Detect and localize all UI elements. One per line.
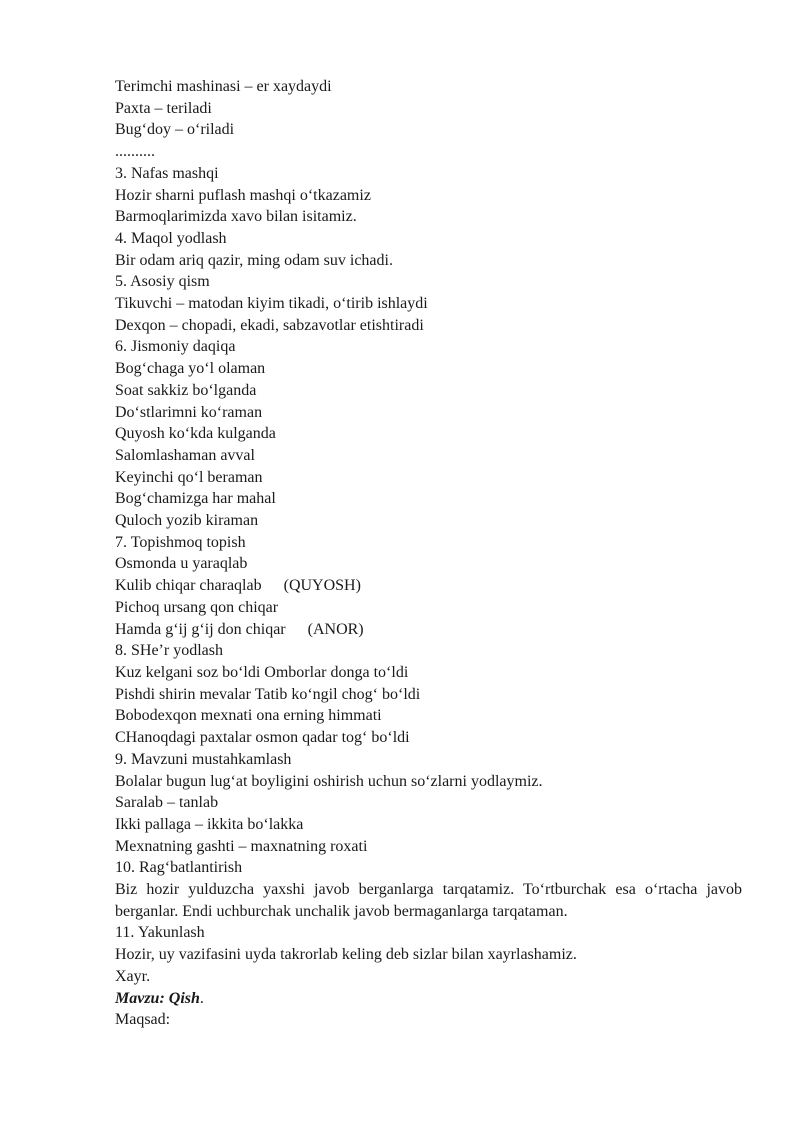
topic-title: Mavzu: Qish	[115, 989, 200, 1007]
topic-suffix: .	[199, 989, 204, 1007]
text-line: Tikuvchi – matodan kiyim tikadi, o‘tirib ishlaydi	[115, 295, 428, 313]
riddle-text: Kulib chiqar charaqlab	[115, 577, 262, 595]
riddle-line	[115, 619, 742, 641]
poem-line: CHanoqdagi paxtalar osmon qadar tog‘ bo‘ldi	[115, 729, 410, 747]
section-heading: 10. Rag‘batlantirish	[115, 859, 243, 877]
poem-line: Quyosh ko‘kda kulganda	[115, 425, 276, 443]
text-line: Paxta – teriladi	[115, 99, 212, 117]
text-line: Saralab – tanlab	[115, 794, 219, 812]
section-heading: 11. Yakunlash	[115, 924, 205, 942]
riddle-line	[115, 575, 742, 597]
text-line: Terimchi mashinasi – er xaydaydi	[115, 78, 332, 95]
text-line: Hozir, uy vazifasini uyda takrorlab keling deb sizlar bilan xayrlashamiz.	[115, 946, 577, 964]
section-heading: 4. Maqol yodlash	[115, 229, 227, 247]
poem-line: Keyinchi qo‘l beraman	[115, 468, 263, 486]
poem-line: Bobodexqon mexnati ona erning himmati	[115, 707, 382, 725]
poem-line: Bog‘chamizga har mahal	[115, 490, 276, 508]
poem-line: Quloch yozib kiraman	[115, 512, 259, 530]
maqsad-line: Maqsad:	[115, 1011, 171, 1029]
text-line: Dexqon – chopadi, ekadi, sabzavotlar etishtiradi	[115, 316, 424, 334]
text-line: Mexnatning gashti – maxnatning roxati	[115, 837, 368, 855]
riddle-line: Osmonda u yaraqlab	[115, 555, 248, 573]
riddle-line: Pichoq ursang qon chiqar	[115, 598, 279, 616]
section-heading: 7. Topishmoq topish	[115, 533, 246, 551]
riddle-text: Hamda g‘ij g‘ij don chiqar	[115, 620, 286, 638]
riddle-answer: (ANOR)	[307, 620, 364, 638]
document-body	[115, 76, 742, 1031]
text-line: Xayr.	[115, 967, 151, 985]
poem-line: Kuz kelgani soz bo‘ldi Omborlar donga to‘ldi	[115, 663, 409, 681]
text-line: Bolalar bugun lug‘at boyligini oshirish uchun so‘zlarni yodlaymiz.	[115, 772, 543, 790]
poem-line: Soat sakkiz bo‘lganda	[115, 381, 257, 399]
paragraph: Biz hozir yulduzcha yaxshi javob berganlarga tarqatamiz. To‘rtburchak esa o‘rtacha javob berganlar. Endi uchburchak unchalik javob bermaganlarga tarqataman.	[115, 881, 742, 920]
text-line: Bir odam ariq qazir, ming odam suv ichadi.	[115, 251, 393, 269]
text-line: Hozir sharni puflash mashqi o‘tkazamiz	[115, 186, 371, 204]
section-heading: 5. Asosiy qism	[115, 273, 210, 291]
text-line: Ikki pallaga – ikkita bo‘lakka	[115, 815, 304, 833]
section-heading: 9. Mavzuni mustahkamlash	[115, 750, 292, 768]
poem-line: Pishdi shirin mevalar Tatib ko‘ngil chog‘ bo‘ldi	[115, 685, 421, 703]
section-heading: 6. Jismoniy daqiqa	[115, 338, 236, 356]
text-line: Barmoqlarimizda xavo bilan isitamiz.	[115, 208, 357, 226]
section-heading: 3. Nafas mashqi	[115, 164, 219, 182]
section-heading: 8. SHe’r yodlash	[115, 642, 223, 660]
topic-line	[115, 988, 742, 1010]
ellipsis-line: ..........	[115, 143, 155, 161]
poem-line: Salomlashaman avval	[115, 446, 255, 464]
text-line: Bug‘doy – o‘riladi	[115, 121, 235, 139]
poem-line: Do‘stlarimni ko‘raman	[115, 403, 263, 421]
riddle-answer: (QUYOSH)	[283, 577, 361, 595]
poem-line: Bog‘chaga yo‘l olaman	[115, 360, 266, 378]
